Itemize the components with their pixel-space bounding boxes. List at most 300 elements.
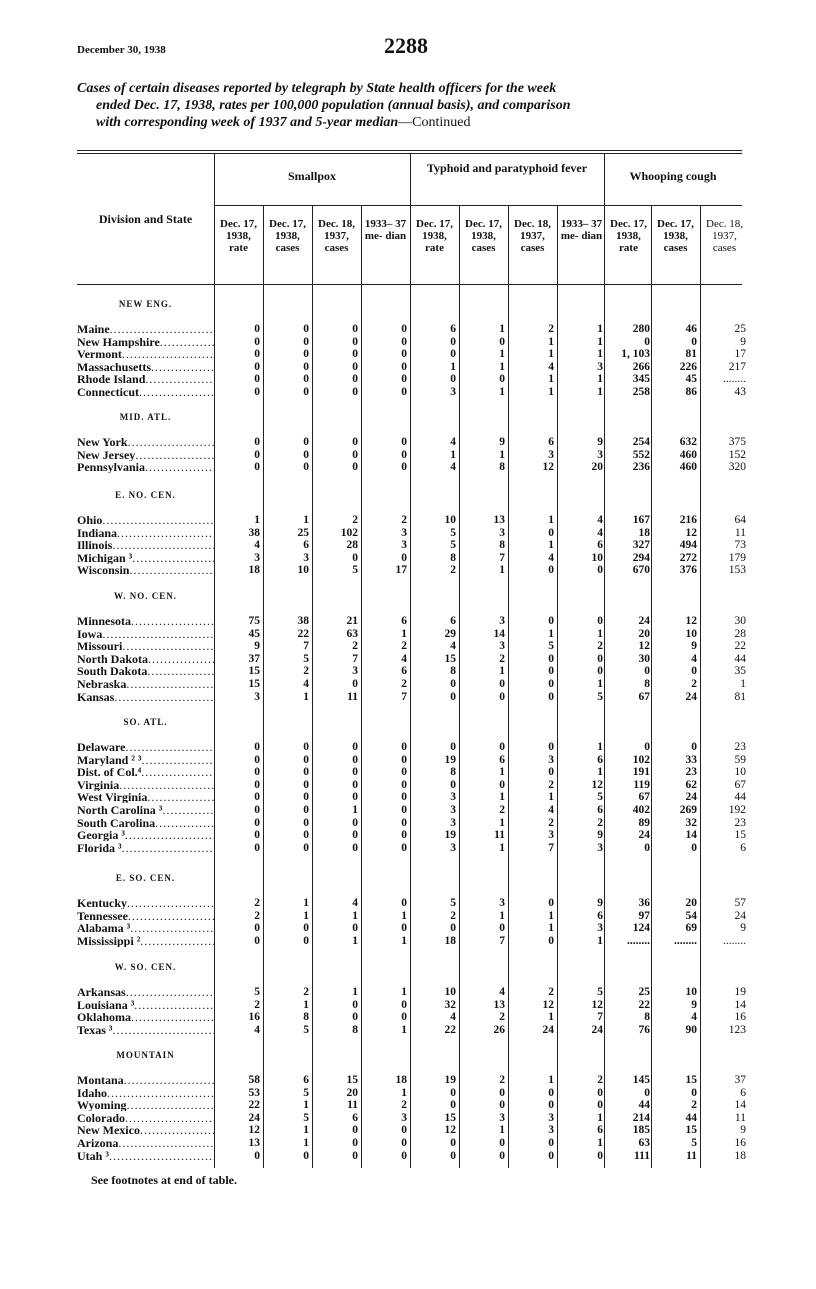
column-header: Dec. 17, 1938, cases: [465, 218, 502, 254]
table-cell: 2: [401, 514, 407, 526]
table-cell: 236: [632, 461, 650, 474]
table-cell: 0: [450, 690, 456, 703]
column-header: Dec. 18, 1937, cases: [514, 218, 551, 254]
table-cell: 22: [248, 1099, 260, 1112]
table-cell: 145: [632, 1074, 650, 1086]
table-cell: 0: [254, 778, 260, 791]
table-cell: 69: [685, 922, 697, 935]
table-top-rule: [77, 150, 742, 151]
table-row: [77, 816, 746, 829]
table-cell: 15: [248, 665, 260, 678]
table-cell: 14: [685, 829, 697, 842]
state-name: Arkansas .....: [77, 986, 214, 998]
table-cell: 7: [597, 1011, 603, 1024]
table-cell: 0: [597, 665, 603, 678]
table-cell: 1: [548, 514, 554, 526]
table-cell: 8: [450, 665, 456, 678]
table-cell: 320: [728, 461, 746, 474]
table-cell: 4: [254, 1023, 260, 1036]
caption-line-3-italic: with corresponding week of 1937 and 5-year median: [96, 115, 399, 130]
table-cell: 8: [352, 1023, 358, 1036]
table-cell: 8: [499, 539, 505, 552]
table-cell: 1: [740, 678, 746, 690]
table-cell: 0: [401, 448, 407, 461]
table-cell: 3: [303, 551, 309, 564]
table-cell: 1: [303, 514, 309, 526]
table-cell: 0: [254, 360, 260, 373]
table-row: [77, 627, 746, 640]
table-cell: 1: [548, 386, 554, 398]
table-cell: 1: [499, 348, 505, 361]
table-row: [77, 690, 746, 703]
table-cell: 44: [685, 1111, 697, 1124]
table-cell: 0: [499, 335, 505, 348]
table-cell: 24: [685, 791, 697, 804]
table-cell: 2: [401, 640, 407, 653]
table-cell: 67: [734, 778, 746, 791]
table-row: [77, 1086, 746, 1099]
table-cell: 327: [632, 539, 650, 552]
table-cell: 4: [691, 1011, 697, 1024]
table-cell: 9: [740, 922, 746, 935]
table-row: [77, 678, 746, 690]
table-cell: 1: [597, 934, 603, 947]
table-cell: 0: [450, 1099, 456, 1112]
state-name: West Virginia .....: [77, 791, 214, 803]
table-cell: 0: [548, 564, 554, 577]
table-cell: 23: [734, 816, 746, 829]
table-cell: 1: [597, 766, 603, 779]
table-cell: 12: [591, 778, 603, 791]
table-cell: 24: [248, 1111, 260, 1124]
table-cell: 1: [548, 348, 554, 361]
table-cell: 16: [734, 1137, 746, 1149]
table-cell: 217: [728, 360, 746, 373]
table-cell: 5: [450, 526, 456, 539]
table-cell: 9: [597, 436, 603, 448]
table-cell: 1: [401, 934, 407, 947]
table-cell: 0: [548, 1086, 554, 1099]
table-cell: 0: [401, 1149, 407, 1162]
table-row: [77, 1149, 746, 1162]
table-cell: 97: [638, 909, 650, 922]
table-cell: 0: [499, 1137, 505, 1149]
division-heading: E. SO. CEN.: [115, 873, 176, 883]
table-cell: 13: [493, 514, 505, 526]
state-name: Indiana .....: [77, 527, 214, 539]
table-cell: 0: [499, 741, 505, 753]
table-cell: 1: [303, 690, 309, 703]
table-cell: 0: [254, 335, 260, 348]
table-cell: 6: [401, 665, 407, 678]
table-cell: 3: [450, 816, 456, 829]
page-date: December 30, 1938: [77, 44, 166, 56]
table-cell: 670: [632, 564, 650, 577]
table-cell: 0: [303, 816, 309, 829]
table-cell: 4: [499, 986, 505, 998]
table-cell: 0: [303, 766, 309, 779]
table-cell: 62: [685, 778, 697, 791]
table-cell: 2: [352, 640, 358, 653]
table-cell: 3: [254, 551, 260, 564]
table-cell: 1: [597, 741, 603, 753]
table-cell: 5: [597, 690, 603, 703]
table-cell: 4: [691, 652, 697, 665]
table-cell: 13: [248, 1137, 260, 1149]
table-cell: 5: [303, 1111, 309, 1124]
table-cell: 1: [401, 986, 407, 998]
table-cell: 11: [734, 526, 746, 539]
table-cell: 3: [450, 791, 456, 804]
table-cell: 0: [597, 1086, 603, 1099]
state-name: Virginia .....: [77, 779, 214, 791]
table-cell: 0: [450, 1137, 456, 1149]
table-cell: 1: [401, 1023, 407, 1036]
table-cell: 8: [450, 766, 456, 779]
table-cell: ........: [723, 934, 746, 947]
table-cell: 0: [303, 360, 309, 373]
table-row: [77, 909, 746, 922]
table-cell: 32: [444, 998, 456, 1011]
table-cell: 4: [548, 804, 554, 816]
table-cell: 6: [740, 1086, 746, 1099]
table-row: [77, 1023, 746, 1036]
column-header: Dec. 18, 1937, cases: [318, 218, 355, 254]
table-cell: 53: [248, 1086, 260, 1099]
state-name: Maine .....: [77, 323, 214, 335]
table-cell: 6: [597, 804, 603, 816]
table-cell: 9: [597, 829, 603, 842]
state-name: Montana .....: [77, 1074, 214, 1086]
table-cell: 0: [691, 841, 697, 854]
table-cell: 3: [548, 1111, 554, 1124]
table-cell: 0: [303, 791, 309, 804]
table-cell: 0: [548, 652, 554, 665]
table-cell: 1: [499, 841, 505, 854]
table-cell: 4: [548, 551, 554, 564]
table-cell: 1: [401, 909, 407, 922]
table-cell: 254: [632, 436, 650, 448]
page-number: 2288: [384, 33, 428, 58]
table-row: [77, 564, 746, 577]
table-cell: 6: [450, 615, 456, 627]
table-cell: 216: [679, 514, 697, 526]
table-cell: 0: [691, 741, 697, 753]
table-cell: 12: [638, 640, 650, 653]
table-row: [77, 897, 746, 909]
table-cell: 0: [303, 448, 309, 461]
table-cell: 11: [347, 690, 358, 703]
table-cell: 25: [638, 986, 650, 998]
table-cell: 294: [632, 551, 650, 564]
caption-line-3: [77, 114, 747, 131]
table-cell: 6: [740, 841, 746, 854]
table-cell: 0: [303, 373, 309, 386]
table-cell: 24: [542, 1023, 554, 1036]
group-title: Whooping cough: [629, 169, 717, 183]
table-cell: 6: [597, 539, 603, 552]
table-caption: [77, 80, 747, 131]
state-name: Texas ³ .....: [77, 1024, 214, 1036]
table-cell: 0: [303, 323, 309, 335]
table-row: [77, 1124, 746, 1137]
table-row: [77, 986, 746, 998]
state-name: Illinois .....: [77, 539, 214, 551]
table-cell: 0: [401, 348, 407, 361]
table-cell: 13: [493, 998, 505, 1011]
table-cell: 2: [352, 514, 358, 526]
table-cell: 1: [254, 514, 260, 526]
table-cell: 24: [591, 1023, 603, 1036]
table-cell: 0: [499, 678, 505, 690]
table-cell: 17: [734, 348, 746, 361]
table-cell: 3: [401, 526, 407, 539]
table-cell: 4: [352, 897, 358, 909]
table-cell: 153: [728, 564, 746, 577]
column-header: Dec. 17, 1938, rate: [220, 218, 257, 254]
table-cell: 226: [679, 360, 697, 373]
table-cell: 22: [638, 998, 650, 1011]
table-cell: 0: [597, 564, 603, 577]
table-cell: 0: [352, 1124, 358, 1137]
table-cell: 8: [644, 1011, 650, 1024]
column-header: 1933– 37 me- dian: [364, 218, 407, 242]
table-cell: 0: [401, 436, 407, 448]
table-cell: 32: [685, 816, 697, 829]
table-cell: 460: [679, 448, 697, 461]
table-cell: 15: [685, 1124, 697, 1137]
table-row: [77, 335, 746, 348]
table-cell: 0: [352, 922, 358, 935]
table-cell: 1, 103: [621, 348, 650, 361]
table-cell: 0: [644, 1086, 650, 1099]
table-cell: 0: [644, 335, 650, 348]
table-row: [77, 791, 746, 804]
state-name: Wisconsin .....: [77, 564, 214, 576]
table-cell: 10: [444, 986, 456, 998]
table-cell: 44: [734, 652, 746, 665]
table-cell: 1: [597, 1137, 603, 1149]
table-cell: 2: [548, 323, 554, 335]
table-cell: 57: [734, 897, 746, 909]
division-heading: SO. ATL.: [123, 717, 168, 727]
table-cell: 6: [401, 615, 407, 627]
table-cell: 2: [548, 778, 554, 791]
table-row: [77, 665, 746, 678]
table-cell: 1: [303, 1137, 309, 1149]
table-cell: 37: [248, 652, 260, 665]
table-cell: 2: [548, 986, 554, 998]
table-cell: 0: [401, 897, 407, 909]
table-cell: 376: [679, 564, 697, 577]
state-name: Iowa .....: [77, 628, 214, 640]
table-cell: 0: [691, 665, 697, 678]
table-cell: 1: [499, 323, 505, 335]
table-cell: 8: [303, 1011, 309, 1024]
table-cell: 1: [548, 922, 554, 935]
table-cell: 0: [303, 778, 309, 791]
table-cell: 102: [632, 753, 650, 766]
table-cell: 0: [303, 335, 309, 348]
table-cell: 0: [548, 678, 554, 690]
column-header: Dec. 17, 1938, cases: [657, 218, 694, 254]
table-cell: 7: [548, 841, 554, 854]
table-cell: 0: [352, 841, 358, 854]
table-cell: 2: [450, 564, 456, 577]
table-cell: 0: [691, 335, 697, 348]
table-cell: 1: [401, 627, 407, 640]
group-header-rule: [604, 205, 742, 206]
table-cell: 552: [632, 448, 650, 461]
table-cell: 89: [638, 816, 650, 829]
table-cell: 20: [638, 627, 650, 640]
table-cell: 0: [401, 791, 407, 804]
table-row: [77, 778, 746, 791]
table-cell: ........: [723, 373, 746, 386]
table-cell: 6: [548, 436, 554, 448]
table-cell: 0: [303, 934, 309, 947]
state-name: Connecticut .....: [77, 386, 214, 398]
table-cell: 1: [597, 373, 603, 386]
table-cell: 1: [499, 360, 505, 373]
table-cell: 12: [444, 1124, 456, 1137]
table-cell: 6: [352, 1111, 358, 1124]
table-cell: 0: [352, 335, 358, 348]
table-cell: 0: [401, 360, 407, 373]
caption-line-2: ended Dec. 17, 1938, rates per 100,000 population (annual basis), and comparison: [96, 98, 571, 113]
state-name: South Dakota .....: [77, 665, 214, 677]
division-heading: E. NO. CEN.: [115, 490, 176, 500]
table-cell: 6: [499, 753, 505, 766]
table-cell: 0: [401, 1011, 407, 1024]
table-cell: 0: [352, 1137, 358, 1149]
table-cell: 36: [638, 897, 650, 909]
table-row: [77, 741, 746, 753]
table-cell: 0: [499, 690, 505, 703]
table-cell: 0: [254, 804, 260, 816]
table-cell: 1: [499, 1124, 505, 1137]
table-cell: 54: [685, 909, 697, 922]
table-cell: 4: [450, 461, 456, 474]
table-cell: 24: [734, 909, 746, 922]
table-cell: 0: [352, 1011, 358, 1024]
table-cell: 90: [685, 1023, 697, 1036]
table-cell: 0: [352, 461, 358, 474]
table-cell: 0: [401, 766, 407, 779]
table-row: [77, 922, 746, 935]
table-cell: 269: [679, 804, 697, 816]
table-cell: 0: [254, 841, 260, 854]
table-row: [77, 360, 746, 373]
table-row: [77, 829, 746, 842]
table-cell: 0: [401, 373, 407, 386]
table-cell: 46: [685, 323, 697, 335]
table-cell: 28: [346, 539, 358, 552]
table-cell: 0: [352, 551, 358, 564]
table-cell: 1: [548, 373, 554, 386]
table-cell: 12: [248, 1124, 260, 1137]
state-name: Minnesota .....: [77, 615, 214, 627]
table-cell: 266: [632, 360, 650, 373]
table-cell: 0: [450, 373, 456, 386]
state-name: Maryland ² ³ .....: [77, 754, 214, 766]
table-cell: 0: [401, 386, 407, 398]
division-heading: W. NO. CEN.: [114, 591, 177, 601]
table-cell: 6: [597, 753, 603, 766]
table-cell: 3: [499, 615, 505, 627]
column-header: Dec. 17, 1938, rate: [610, 218, 647, 254]
table-cell: 9: [740, 1124, 746, 1137]
table-cell: 119: [633, 778, 650, 791]
table-cell: 0: [352, 1149, 358, 1162]
table-row: [77, 640, 746, 653]
table-cell: 0: [691, 1086, 697, 1099]
table-cell: 38: [248, 526, 260, 539]
table-cell: 12: [685, 526, 697, 539]
table-cell: 0: [303, 829, 309, 842]
table-cell: 258: [632, 386, 650, 398]
table-cell: 18: [444, 934, 456, 947]
table-cell: 3: [548, 753, 554, 766]
table-cell: ........: [627, 934, 650, 947]
state-name: Mississippi ² .....: [77, 935, 214, 947]
table-cell: 191: [632, 766, 650, 779]
table-cell: 37: [734, 1074, 746, 1086]
table-cell: 0: [352, 386, 358, 398]
table-cell: 0: [254, 323, 260, 335]
table-cell: 6: [597, 909, 603, 922]
table-cell: 2: [548, 816, 554, 829]
table-cell: 2: [254, 909, 260, 922]
table-cell: 375: [728, 436, 746, 448]
table-row: [77, 1111, 746, 1124]
table-cell: 152: [728, 448, 746, 461]
table-cell: 0: [401, 335, 407, 348]
table-cell: 0: [352, 436, 358, 448]
state-name: Dist. of Col.⁴ .....: [77, 766, 214, 778]
table-row: [77, 436, 746, 448]
table-cell: 4: [450, 436, 456, 448]
table-row: [77, 615, 746, 627]
table-cell: 7: [499, 934, 505, 947]
table-cell: ........: [674, 934, 697, 947]
table-cell: 3: [548, 448, 554, 461]
table-cell: 0: [303, 348, 309, 361]
table-cell: 25: [734, 323, 746, 335]
table-cell: 1: [352, 934, 358, 947]
table-row: [77, 526, 746, 539]
table-cell: 6: [597, 1124, 603, 1137]
table-cell: 1: [352, 804, 358, 816]
table-cell: 0: [303, 386, 309, 398]
table-cell: 0: [401, 1137, 407, 1149]
table-cell: 3: [597, 841, 603, 854]
table-row: [77, 1099, 746, 1112]
table-cell: 0: [644, 841, 650, 854]
state-name: Alabama ³ .....: [77, 922, 214, 934]
table-cell: 12: [591, 998, 603, 1011]
state-name: New Hampshire .....: [77, 336, 214, 348]
table-cell: 345: [632, 373, 650, 386]
table-row: [77, 461, 746, 474]
table-cell: 15: [248, 678, 260, 690]
table-cell: 0: [499, 373, 505, 386]
state-name: New Mexico .....: [77, 1124, 214, 1136]
table-cell: 0: [352, 829, 358, 842]
table-cell: 0: [450, 335, 456, 348]
state-name: Nebraska .....: [77, 678, 214, 690]
table-cell: 0: [303, 922, 309, 935]
